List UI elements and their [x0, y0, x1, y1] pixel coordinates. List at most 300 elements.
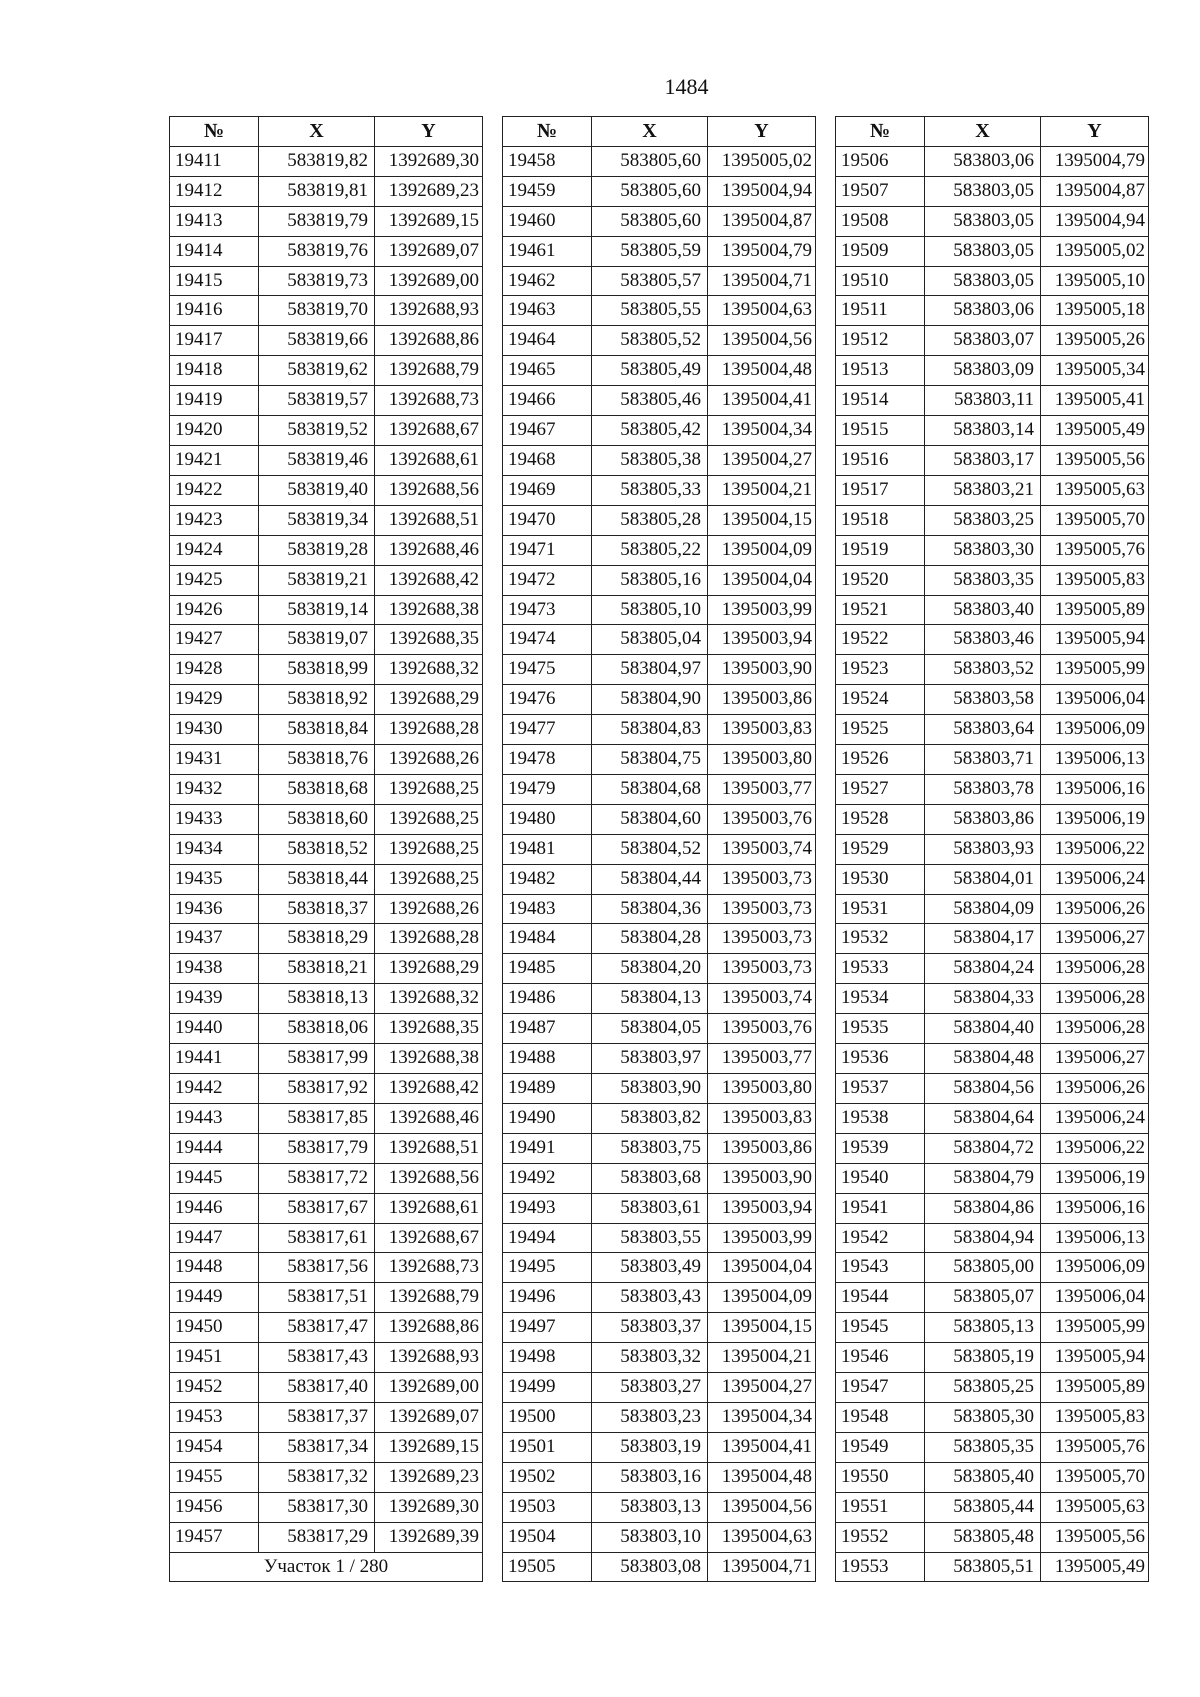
- table-row: [503, 356, 816, 386]
- point-number-cell: 19496: [503, 1283, 592, 1313]
- x-coordinate-cell: 583803,08: [592, 1552, 708, 1582]
- y-coordinate-cell: 1395005,56: [1041, 1522, 1149, 1552]
- point-number-cell: 19477: [503, 715, 592, 745]
- point-number-cell: 19490: [503, 1103, 592, 1133]
- point-number-cell: 19493: [503, 1193, 592, 1223]
- y-coordinate-cell: 1392689,15: [375, 206, 483, 236]
- y-coordinate-cell: 1392689,00: [375, 1373, 483, 1403]
- y-coordinate-cell: 1392688,86: [375, 326, 483, 356]
- point-number-cell: 19427: [170, 625, 259, 655]
- point-number-cell: 19475: [503, 655, 592, 685]
- y-coordinate-cell: 1395005,83: [1041, 565, 1149, 595]
- x-coordinate-cell: 583805,25: [925, 1373, 1041, 1403]
- y-coordinate-cell: 1392688,25: [375, 804, 483, 834]
- x-coordinate-cell: 583819,46: [259, 445, 375, 475]
- point-number-cell: 19541: [836, 1193, 925, 1223]
- x-coordinate-cell: 583805,38: [592, 445, 708, 475]
- table-row: [836, 266, 1149, 296]
- table-row: [836, 1373, 1149, 1403]
- x-coordinate-cell: 583818,13: [259, 984, 375, 1014]
- x-coordinate-cell: 583803,05: [925, 266, 1041, 296]
- y-coordinate-cell: 1395005,41: [1041, 386, 1149, 416]
- column-header-y: Y: [1041, 117, 1149, 147]
- point-number-cell: 19472: [503, 565, 592, 595]
- y-coordinate-cell: 1392688,35: [375, 625, 483, 655]
- point-number-cell: 19474: [503, 625, 592, 655]
- x-coordinate-cell: 583804,09: [925, 894, 1041, 924]
- x-coordinate-cell: 583817,40: [259, 1373, 375, 1403]
- y-coordinate-cell: 1395003,94: [708, 625, 816, 655]
- table-row: [836, 1074, 1149, 1104]
- table-row: [503, 1462, 816, 1492]
- point-number-cell: 19466: [503, 386, 592, 416]
- point-number-cell: 19441: [170, 1044, 259, 1074]
- x-coordinate-cell: 583804,28: [592, 924, 708, 954]
- table-row: [503, 1343, 816, 1373]
- x-coordinate-cell: 583818,06: [259, 1014, 375, 1044]
- point-number-cell: 19443: [170, 1103, 259, 1133]
- point-number-cell: 19416: [170, 296, 259, 326]
- point-number-cell: 19479: [503, 774, 592, 804]
- y-coordinate-cell: 1395005,89: [1041, 595, 1149, 625]
- table-row: [836, 1133, 1149, 1163]
- table-row: [503, 1103, 816, 1133]
- x-coordinate-cell: 583819,07: [259, 625, 375, 655]
- point-number-cell: 19492: [503, 1163, 592, 1193]
- point-number-cell: 19527: [836, 774, 925, 804]
- y-coordinate-cell: 1395006,26: [1041, 894, 1149, 924]
- x-coordinate-cell: 583817,79: [259, 1133, 375, 1163]
- table-row: [170, 655, 483, 685]
- x-coordinate-cell: 583818,68: [259, 774, 375, 804]
- point-number-cell: 19445: [170, 1163, 259, 1193]
- x-coordinate-cell: 583803,23: [592, 1402, 708, 1432]
- x-coordinate-cell: 583803,14: [925, 416, 1041, 446]
- point-number-cell: 19438: [170, 954, 259, 984]
- x-coordinate-cell: 583819,79: [259, 206, 375, 236]
- y-coordinate-cell: 1395003,76: [708, 804, 816, 834]
- point-number-cell: 19517: [836, 475, 925, 505]
- x-coordinate-cell: 583803,49: [592, 1253, 708, 1283]
- table-row: [170, 804, 483, 834]
- x-coordinate-cell: 583804,20: [592, 954, 708, 984]
- y-coordinate-cell: 1395005,76: [1041, 535, 1149, 565]
- table-row: [836, 1193, 1149, 1223]
- x-coordinate-cell: 583818,99: [259, 655, 375, 685]
- y-coordinate-cell: 1392689,30: [375, 146, 483, 176]
- point-number-cell: 19547: [836, 1373, 925, 1403]
- x-coordinate-cell: 583804,44: [592, 864, 708, 894]
- point-number-cell: 19463: [503, 296, 592, 326]
- x-coordinate-cell: 583805,28: [592, 505, 708, 535]
- table-row: [836, 894, 1149, 924]
- table-row: [836, 1313, 1149, 1343]
- y-coordinate-cell: 1395004,27: [708, 1373, 816, 1403]
- table-row: [503, 176, 816, 206]
- y-coordinate-cell: 1395004,09: [708, 535, 816, 565]
- y-coordinate-cell: 1395006,04: [1041, 1283, 1149, 1313]
- table-row: [503, 1163, 816, 1193]
- table-row: [503, 834, 816, 864]
- x-coordinate-cell: 583805,60: [592, 176, 708, 206]
- x-coordinate-cell: 583804,72: [925, 1133, 1041, 1163]
- y-coordinate-cell: 1395006,26: [1041, 1074, 1149, 1104]
- y-coordinate-cell: 1395005,63: [1041, 475, 1149, 505]
- y-coordinate-cell: 1395006,19: [1041, 804, 1149, 834]
- y-coordinate-cell: 1395006,13: [1041, 1223, 1149, 1253]
- y-coordinate-cell: 1392688,28: [375, 924, 483, 954]
- table-row: [503, 1492, 816, 1522]
- y-coordinate-cell: 1395003,90: [708, 1163, 816, 1193]
- x-coordinate-cell: 583804,94: [925, 1223, 1041, 1253]
- point-number-cell: 19471: [503, 535, 592, 565]
- table-row: [170, 236, 483, 266]
- point-number-cell: 19532: [836, 924, 925, 954]
- point-number-cell: 19422: [170, 475, 259, 505]
- y-coordinate-cell: 1395006,22: [1041, 834, 1149, 864]
- x-coordinate-cell: 583805,07: [925, 1283, 1041, 1313]
- point-number-cell: 19451: [170, 1343, 259, 1373]
- point-number-cell: 19440: [170, 1014, 259, 1044]
- x-coordinate-cell: 583803,35: [925, 565, 1041, 595]
- table-row: [503, 954, 816, 984]
- table-row: [503, 565, 816, 595]
- column-header-y: Y: [708, 117, 816, 147]
- x-coordinate-cell: 583804,90: [592, 685, 708, 715]
- page-number: 1484: [664, 74, 709, 99]
- y-coordinate-cell: 1392689,00: [375, 266, 483, 296]
- table-row: [503, 715, 816, 745]
- point-number-cell: 19418: [170, 356, 259, 386]
- x-coordinate-cell: 583818,60: [259, 804, 375, 834]
- x-coordinate-cell: 583803,40: [925, 595, 1041, 625]
- x-coordinate-cell: 583818,52: [259, 834, 375, 864]
- x-coordinate-cell: 583803,19: [592, 1432, 708, 1462]
- table-row: [836, 745, 1149, 775]
- y-coordinate-cell: 1395003,73: [708, 894, 816, 924]
- y-coordinate-cell: 1395004,21: [708, 1343, 816, 1373]
- y-coordinate-cell: 1392688,32: [375, 984, 483, 1014]
- y-coordinate-cell: 1395004,48: [708, 356, 816, 386]
- table-row: [836, 715, 1149, 745]
- x-coordinate-cell: 583805,16: [592, 565, 708, 595]
- y-coordinate-cell: 1392688,35: [375, 1014, 483, 1044]
- x-coordinate-cell: 583803,16: [592, 1462, 708, 1492]
- point-number-cell: 19429: [170, 685, 259, 715]
- point-number-cell: 19518: [836, 505, 925, 535]
- y-coordinate-cell: 1395006,28: [1041, 1014, 1149, 1044]
- table-row: [170, 1283, 483, 1313]
- point-number-cell: 19484: [503, 924, 592, 954]
- table-row: [170, 356, 483, 386]
- point-number-cell: 19523: [836, 655, 925, 685]
- y-coordinate-cell: 1392688,46: [375, 1103, 483, 1133]
- x-coordinate-cell: 583819,52: [259, 416, 375, 446]
- point-number-cell: 19417: [170, 326, 259, 356]
- table-row: [170, 685, 483, 715]
- point-number-cell: 19450: [170, 1313, 259, 1343]
- x-coordinate-cell: 583817,99: [259, 1044, 375, 1074]
- y-coordinate-cell: 1395005,02: [708, 146, 816, 176]
- point-number-cell: 19428: [170, 655, 259, 685]
- y-coordinate-cell: 1395004,94: [708, 176, 816, 206]
- x-coordinate-cell: 583803,27: [592, 1373, 708, 1403]
- x-coordinate-cell: 583803,07: [925, 326, 1041, 356]
- table-row: [170, 1492, 483, 1522]
- x-coordinate-cell: 583804,40: [925, 1014, 1041, 1044]
- y-coordinate-cell: 1392689,23: [375, 1462, 483, 1492]
- x-coordinate-cell: 583804,75: [592, 745, 708, 775]
- x-coordinate-cell: 583819,66: [259, 326, 375, 356]
- x-coordinate-cell: 583805,30: [925, 1402, 1041, 1432]
- point-number-cell: 19424: [170, 535, 259, 565]
- x-coordinate-cell: 583818,37: [259, 894, 375, 924]
- table-row: [503, 1283, 816, 1313]
- table-row: [170, 1014, 483, 1044]
- y-coordinate-cell: 1395005,99: [1041, 1313, 1149, 1343]
- y-coordinate-cell: 1395005,76: [1041, 1432, 1149, 1462]
- x-coordinate-cell: 583804,86: [925, 1193, 1041, 1223]
- table-row: [503, 1313, 816, 1343]
- point-number-cell: 19499: [503, 1373, 592, 1403]
- y-coordinate-cell: 1395006,09: [1041, 1253, 1149, 1283]
- coordinates-table-3: [835, 116, 1149, 1582]
- y-coordinate-cell: 1392688,67: [375, 416, 483, 446]
- point-number-cell: 19435: [170, 864, 259, 894]
- y-coordinate-cell: 1395006,24: [1041, 864, 1149, 894]
- x-coordinate-cell: 583817,29: [259, 1522, 375, 1552]
- x-coordinate-cell: 583803,06: [925, 296, 1041, 326]
- x-coordinate-cell: 583819,28: [259, 535, 375, 565]
- table-row: [503, 1522, 816, 1552]
- y-coordinate-cell: 1395006,19: [1041, 1163, 1149, 1193]
- point-number-cell: 19430: [170, 715, 259, 745]
- table-row: [836, 954, 1149, 984]
- x-coordinate-cell: 583819,34: [259, 505, 375, 535]
- x-coordinate-cell: 583803,11: [925, 386, 1041, 416]
- point-number-cell: 19544: [836, 1283, 925, 1313]
- x-coordinate-cell: 583817,43: [259, 1343, 375, 1373]
- point-number-cell: 19486: [503, 984, 592, 1014]
- table-row: [836, 1552, 1149, 1582]
- x-coordinate-cell: 583817,67: [259, 1193, 375, 1223]
- x-coordinate-cell: 583817,85: [259, 1103, 375, 1133]
- x-coordinate-cell: 583818,21: [259, 954, 375, 984]
- y-coordinate-cell: 1395003,90: [708, 655, 816, 685]
- x-coordinate-cell: 583818,92: [259, 685, 375, 715]
- point-number-cell: 19503: [503, 1492, 592, 1522]
- x-coordinate-cell: 583804,64: [925, 1103, 1041, 1133]
- x-coordinate-cell: 583805,60: [592, 206, 708, 236]
- x-coordinate-cell: 583804,60: [592, 804, 708, 834]
- y-coordinate-cell: 1392688,29: [375, 685, 483, 715]
- y-coordinate-cell: 1395004,15: [708, 1313, 816, 1343]
- table-row: [836, 475, 1149, 505]
- table-row: [836, 834, 1149, 864]
- y-coordinate-cell: 1395004,04: [708, 1253, 816, 1283]
- point-number-cell: 19456: [170, 1492, 259, 1522]
- y-coordinate-cell: 1395005,49: [1041, 416, 1149, 446]
- table-row: [503, 655, 816, 685]
- y-coordinate-cell: 1395003,76: [708, 1014, 816, 1044]
- y-coordinate-cell: 1395005,70: [1041, 1462, 1149, 1492]
- y-coordinate-cell: 1395003,86: [708, 1133, 816, 1163]
- table-header-row: [836, 117, 1149, 147]
- x-coordinate-cell: 583805,19: [925, 1343, 1041, 1373]
- y-coordinate-cell: 1392688,67: [375, 1223, 483, 1253]
- x-coordinate-cell: 583818,76: [259, 745, 375, 775]
- table-row: [170, 206, 483, 236]
- y-coordinate-cell: 1392688,38: [375, 595, 483, 625]
- y-coordinate-cell: 1392689,39: [375, 1522, 483, 1552]
- y-coordinate-cell: 1395005,02: [1041, 236, 1149, 266]
- y-coordinate-cell: 1395004,34: [708, 416, 816, 446]
- x-coordinate-cell: 583805,46: [592, 386, 708, 416]
- column-header-x: X: [925, 117, 1041, 147]
- table-row: [170, 984, 483, 1014]
- y-coordinate-cell: 1395004,87: [1041, 176, 1149, 206]
- point-number-cell: 19505: [503, 1552, 592, 1582]
- x-coordinate-cell: 583803,71: [925, 745, 1041, 775]
- y-coordinate-cell: 1395005,89: [1041, 1373, 1149, 1403]
- x-coordinate-cell: 583804,68: [592, 774, 708, 804]
- point-number-cell: 19467: [503, 416, 592, 446]
- x-coordinate-cell: 583803,25: [925, 505, 1041, 535]
- table-row: [170, 1103, 483, 1133]
- table-row: [170, 745, 483, 775]
- table-row: [503, 386, 816, 416]
- y-coordinate-cell: 1395005,83: [1041, 1402, 1149, 1432]
- x-coordinate-cell: 583803,17: [925, 445, 1041, 475]
- y-coordinate-cell: 1395004,41: [708, 1432, 816, 1462]
- table-row: [836, 655, 1149, 685]
- x-coordinate-cell: 583803,13: [592, 1492, 708, 1522]
- table-row: [836, 146, 1149, 176]
- table-row: [170, 565, 483, 595]
- point-number-cell: 19500: [503, 1402, 592, 1432]
- x-coordinate-cell: 583819,81: [259, 176, 375, 206]
- point-number-cell: 19502: [503, 1462, 592, 1492]
- point-number-cell: 19540: [836, 1163, 925, 1193]
- y-coordinate-cell: 1392688,26: [375, 745, 483, 775]
- y-coordinate-cell: 1392688,56: [375, 1163, 483, 1193]
- x-coordinate-cell: 583803,05: [925, 236, 1041, 266]
- y-coordinate-cell: 1392688,25: [375, 774, 483, 804]
- point-number-cell: 19454: [170, 1432, 259, 1462]
- table-row: [503, 1402, 816, 1432]
- y-coordinate-cell: 1392688,46: [375, 535, 483, 565]
- point-number-cell: 19449: [170, 1283, 259, 1313]
- y-coordinate-cell: 1395003,73: [708, 954, 816, 984]
- column-header-number: №: [170, 117, 259, 147]
- point-number-cell: 19446: [170, 1193, 259, 1223]
- point-number-cell: 19476: [503, 685, 592, 715]
- point-number-cell: 19552: [836, 1522, 925, 1552]
- x-coordinate-cell: 583804,13: [592, 984, 708, 1014]
- table-row: [836, 984, 1149, 1014]
- table-row: [836, 1103, 1149, 1133]
- point-number-cell: 19487: [503, 1014, 592, 1044]
- y-coordinate-cell: 1395004,56: [708, 326, 816, 356]
- table-row: [170, 1522, 483, 1552]
- x-coordinate-cell: 583805,40: [925, 1462, 1041, 1492]
- y-coordinate-cell: 1395005,94: [1041, 625, 1149, 655]
- table-row: [503, 1223, 816, 1253]
- table-row: [836, 1492, 1149, 1522]
- point-number-cell: 19414: [170, 236, 259, 266]
- x-coordinate-cell: 583804,97: [592, 655, 708, 685]
- point-number-cell: 19420: [170, 416, 259, 446]
- table-row: [503, 206, 816, 236]
- table-row: [836, 206, 1149, 236]
- table-row: [170, 535, 483, 565]
- table-row: [836, 1522, 1149, 1552]
- y-coordinate-cell: 1395006,09: [1041, 715, 1149, 745]
- table-row: [170, 595, 483, 625]
- x-coordinate-cell: 583804,17: [925, 924, 1041, 954]
- table-row: [503, 236, 816, 266]
- point-number-cell: 19423: [170, 505, 259, 535]
- point-number-cell: 19469: [503, 475, 592, 505]
- y-coordinate-cell: 1395005,56: [1041, 445, 1149, 475]
- point-number-cell: 19524: [836, 685, 925, 715]
- x-coordinate-cell: 583803,05: [925, 206, 1041, 236]
- table-row: [170, 1074, 483, 1104]
- y-coordinate-cell: 1392689,30: [375, 1492, 483, 1522]
- y-coordinate-cell: 1395005,70: [1041, 505, 1149, 535]
- point-number-cell: 19425: [170, 565, 259, 595]
- point-number-cell: 19529: [836, 834, 925, 864]
- x-coordinate-cell: 583803,75: [592, 1133, 708, 1163]
- x-coordinate-cell: 583805,22: [592, 535, 708, 565]
- x-coordinate-cell: 583804,83: [592, 715, 708, 745]
- y-coordinate-cell: 1392688,51: [375, 505, 483, 535]
- x-coordinate-cell: 583805,60: [592, 146, 708, 176]
- point-number-cell: 19513: [836, 356, 925, 386]
- table-row: [836, 535, 1149, 565]
- x-coordinate-cell: 583803,30: [925, 535, 1041, 565]
- y-coordinate-cell: 1395006,04: [1041, 685, 1149, 715]
- y-coordinate-cell: 1395006,22: [1041, 1133, 1149, 1163]
- y-coordinate-cell: 1395004,63: [708, 296, 816, 326]
- x-coordinate-cell: 583819,62: [259, 356, 375, 386]
- y-coordinate-cell: 1392688,25: [375, 864, 483, 894]
- table-row: [836, 1223, 1149, 1253]
- x-coordinate-cell: 583805,13: [925, 1313, 1041, 1343]
- x-coordinate-cell: 583804,52: [592, 834, 708, 864]
- point-number-cell: 19415: [170, 266, 259, 296]
- point-number-cell: 19526: [836, 745, 925, 775]
- y-coordinate-cell: 1395003,99: [708, 595, 816, 625]
- y-coordinate-cell: 1392689,07: [375, 1402, 483, 1432]
- y-coordinate-cell: 1395006,28: [1041, 954, 1149, 984]
- point-number-cell: 19455: [170, 1462, 259, 1492]
- point-number-cell: 19468: [503, 445, 592, 475]
- y-coordinate-cell: 1395003,80: [708, 1074, 816, 1104]
- point-number-cell: 19437: [170, 924, 259, 954]
- x-coordinate-cell: 583805,48: [925, 1522, 1041, 1552]
- point-number-cell: 19442: [170, 1074, 259, 1104]
- x-coordinate-cell: 583804,36: [592, 894, 708, 924]
- point-number-cell: 19551: [836, 1492, 925, 1522]
- x-coordinate-cell: 583803,86: [925, 804, 1041, 834]
- table-row: [503, 1253, 816, 1283]
- y-coordinate-cell: 1392688,29: [375, 954, 483, 984]
- x-coordinate-cell: 583805,42: [592, 416, 708, 446]
- table-row: [170, 505, 483, 535]
- table-row: [170, 894, 483, 924]
- table-row: [170, 326, 483, 356]
